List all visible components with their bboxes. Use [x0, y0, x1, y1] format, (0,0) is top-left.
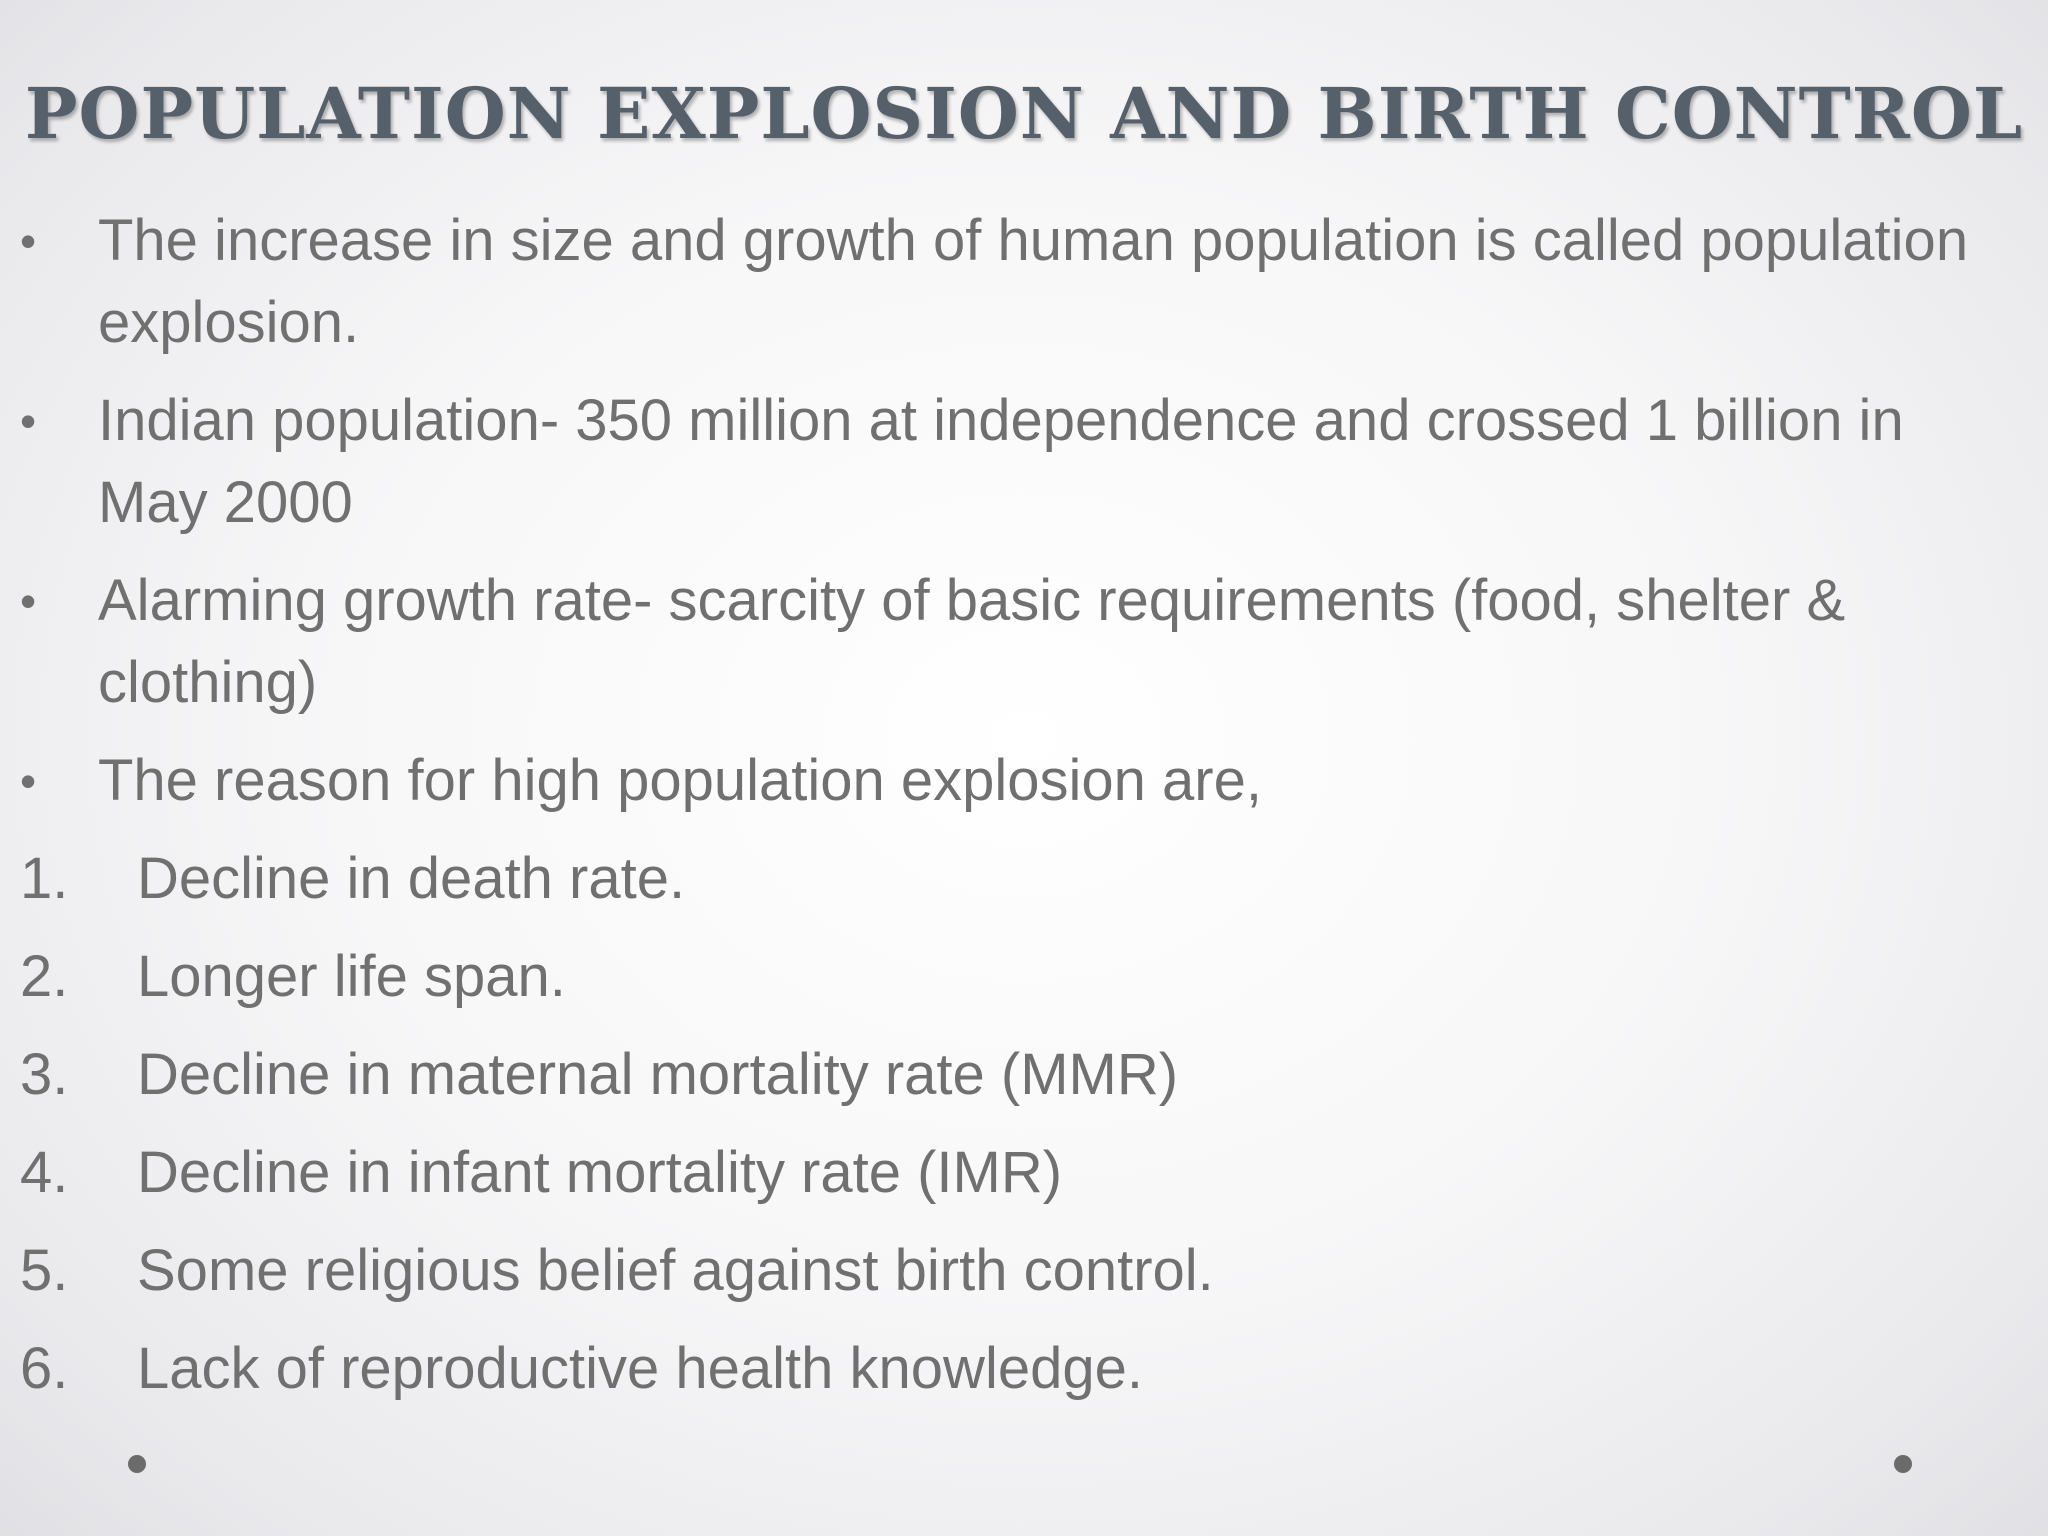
item-number: 4. [20, 1140, 69, 1205]
bullet-marker: • [20, 755, 37, 807]
decorative-dot-right [1894, 1455, 1912, 1473]
decorative-dot-left [128, 1455, 146, 1473]
item-text: Longer life span. [137, 944, 566, 1009]
bullet-text: Indian population- 350 million at independence and crossed 1 billion in May 2000 [98, 388, 1904, 535]
bullet-marker: • [20, 215, 37, 267]
item-number: 3. [20, 1042, 69, 1107]
item-text: Lack of reproductive health knowledge. [137, 1336, 1143, 1401]
slide-title: POPULATION EXPLOSION AND BIRTH CONTROL [24, 72, 2024, 155]
item-number: 1. [20, 846, 69, 911]
bullet-text: The reason for high population explosion are, [98, 748, 1262, 813]
bullet-marker: • [20, 395, 37, 447]
item-text: Decline in maternal mortality rate (MMR) [137, 1042, 1179, 1107]
item-number: 2. [20, 944, 69, 1009]
item-number: 5. [20, 1238, 69, 1303]
bullet-text: The increase in size and growth of human population is called population explosion. [98, 208, 1969, 355]
item-number: 6. [20, 1336, 69, 1401]
item-text: Decline in infant mortality rate (IMR) [137, 1140, 1063, 1205]
bullet-text: Alarming growth rate- scarcity of basic requirements (food, shelter & clothing) [98, 568, 1846, 715]
item-text: Decline in death rate. [137, 846, 686, 911]
bullet-marker: • [20, 575, 37, 627]
item-text: Some religious belief against birth control. [137, 1238, 1214, 1303]
